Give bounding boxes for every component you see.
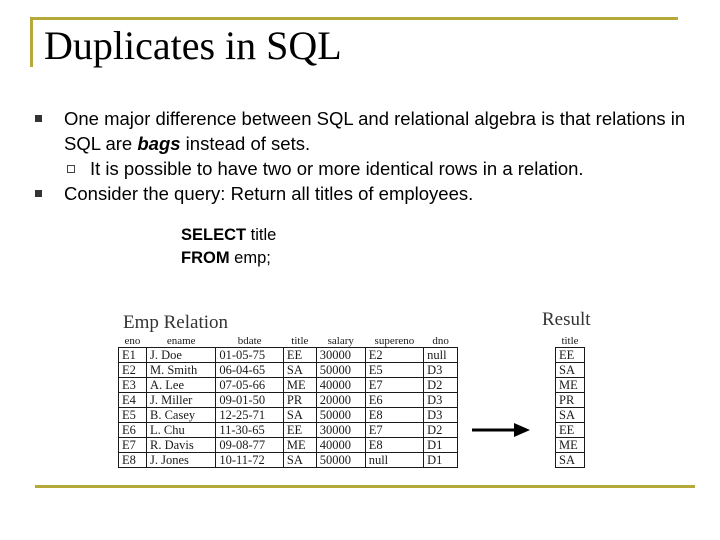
table-header-row	[119, 334, 458, 348]
table-cell: E6	[119, 423, 147, 438]
result-title: Result	[542, 309, 591, 330]
sql-keyword: FROM	[181, 249, 230, 267]
column-header: salary	[327, 334, 354, 347]
bullet-item	[34, 106, 694, 156]
table-cell: SA	[283, 408, 316, 423]
table-cell: 11-30-65	[216, 423, 284, 438]
sql-query	[181, 224, 276, 270]
table-row	[119, 378, 458, 393]
table-cell: 09-08-77	[216, 438, 284, 453]
table-cell: E5	[119, 408, 147, 423]
bullet-text-post: instead of sets.	[180, 133, 311, 154]
table-cell: null	[424, 348, 458, 363]
table-cell: D3	[424, 408, 458, 423]
table-cell: 40000	[316, 438, 365, 453]
table-cell: E8	[365, 408, 423, 423]
column-header: eno	[124, 334, 141, 347]
column-header: ename	[166, 334, 196, 347]
table-row	[119, 408, 458, 423]
table-row	[119, 393, 458, 408]
column-header: dno	[432, 334, 449, 347]
square-bullet-icon	[35, 115, 42, 122]
table-cell: D1	[424, 453, 458, 468]
table-cell: M. Smith	[146, 363, 215, 378]
table-row	[556, 348, 585, 363]
table-row	[556, 393, 585, 408]
table-cell: E5	[365, 363, 423, 378]
table-cell: E2	[119, 363, 147, 378]
result-table	[555, 334, 585, 468]
table-header-row	[556, 334, 585, 348]
column-header: title	[561, 334, 579, 347]
table-cell: E2	[365, 348, 423, 363]
table-cell: 06-04-65	[216, 363, 284, 378]
table-cell: J. Doe	[146, 348, 215, 363]
table-body	[556, 348, 585, 468]
table-cell: D2	[424, 378, 458, 393]
table-cell: E7	[365, 378, 423, 393]
bullet-text: Consider the query: Return all titles of employees.	[64, 183, 474, 204]
table-cell: E8	[119, 453, 147, 468]
frame-left-line	[30, 17, 33, 67]
table-cell: SA	[556, 453, 585, 468]
table-cell: SA	[556, 363, 585, 378]
table-row	[119, 423, 458, 438]
sub-bullet-text: It is possible to have two or more identical rows in a relation.	[90, 158, 584, 179]
table-cell: 20000	[316, 393, 365, 408]
table-cell: 09-01-50	[216, 393, 284, 408]
table-cell: EE	[283, 423, 316, 438]
table-row	[556, 408, 585, 423]
table-cell: EE	[556, 348, 585, 363]
table-cell: 10-11-72	[216, 453, 284, 468]
table-cell: E7	[365, 423, 423, 438]
table-cell: ME	[556, 438, 585, 453]
table-cell: R. Davis	[146, 438, 215, 453]
table-cell: L. Chu	[146, 423, 215, 438]
table-cell: 50000	[316, 363, 365, 378]
table-cell: SA	[556, 408, 585, 423]
right-arrow-icon	[470, 420, 532, 440]
slide-title: Duplicates in SQL	[44, 23, 342, 68]
emp-relation-table	[118, 334, 458, 468]
table-cell: 30000	[316, 348, 365, 363]
table-cell: E1	[119, 348, 147, 363]
table-cell: D3	[424, 393, 458, 408]
sql-text: emp;	[229, 249, 271, 267]
table-cell: 50000	[316, 408, 365, 423]
table-row	[119, 438, 458, 453]
table-row	[119, 348, 458, 363]
table-cell: ME	[556, 378, 585, 393]
bullet-list	[34, 106, 694, 206]
table-cell: A. Lee	[146, 378, 215, 393]
table-cell: ME	[283, 438, 316, 453]
square-bullet-icon	[35, 190, 42, 197]
table-row	[556, 438, 585, 453]
table-row	[556, 363, 585, 378]
table-cell: D3	[424, 363, 458, 378]
table-cell: 12-25-71	[216, 408, 284, 423]
table-row	[119, 363, 458, 378]
table-cell: 30000	[316, 423, 365, 438]
table-cell: EE	[556, 423, 585, 438]
bullet-item	[34, 181, 694, 206]
table-cell: D2	[424, 423, 458, 438]
table-cell: 50000	[316, 453, 365, 468]
table-cell: ME	[283, 378, 316, 393]
column-header: bdate	[237, 334, 262, 347]
column-header: title	[291, 334, 309, 347]
sub-bullet-item	[34, 156, 694, 181]
table-cell: 07-05-66	[216, 378, 284, 393]
column-header: supereno	[374, 334, 415, 347]
table-cell: E7	[119, 438, 147, 453]
table-cell: 01-05-75	[216, 348, 284, 363]
table-cell: SA	[283, 453, 316, 468]
table-cell: J. Miller	[146, 393, 215, 408]
table-cell: E8	[365, 438, 423, 453]
sql-keyword: SELECT	[181, 226, 247, 244]
table-cell: B. Casey	[146, 408, 215, 423]
table-row	[556, 378, 585, 393]
table-cell: PR	[556, 393, 585, 408]
sql-line-select	[181, 224, 276, 247]
hollow-square-bullet-icon	[67, 165, 75, 173]
frame-bottom-line	[35, 485, 695, 488]
bullet-text-bold: bags	[137, 133, 181, 154]
table-cell: PR	[283, 393, 316, 408]
table-cell: null	[365, 453, 423, 468]
table-cell: 40000	[316, 378, 365, 393]
sql-text: title	[246, 226, 277, 244]
table-cell: E4	[119, 393, 147, 408]
table-cell: EE	[283, 348, 316, 363]
table-row	[119, 453, 458, 468]
table-cell: SA	[283, 363, 316, 378]
table-body	[119, 348, 458, 468]
sql-line-from	[181, 247, 276, 270]
table-row	[556, 453, 585, 468]
table-cell: E3	[119, 378, 147, 393]
table-row	[556, 423, 585, 438]
table-cell: D1	[424, 438, 458, 453]
emp-relation-title: Emp Relation	[123, 312, 229, 333]
frame-top-line	[30, 17, 678, 20]
table-cell: J. Jones	[146, 453, 215, 468]
bullet-text-pre: One major difference between SQL and relational algebra is that relations in SQL are	[64, 108, 686, 154]
table-cell: E6	[365, 393, 423, 408]
